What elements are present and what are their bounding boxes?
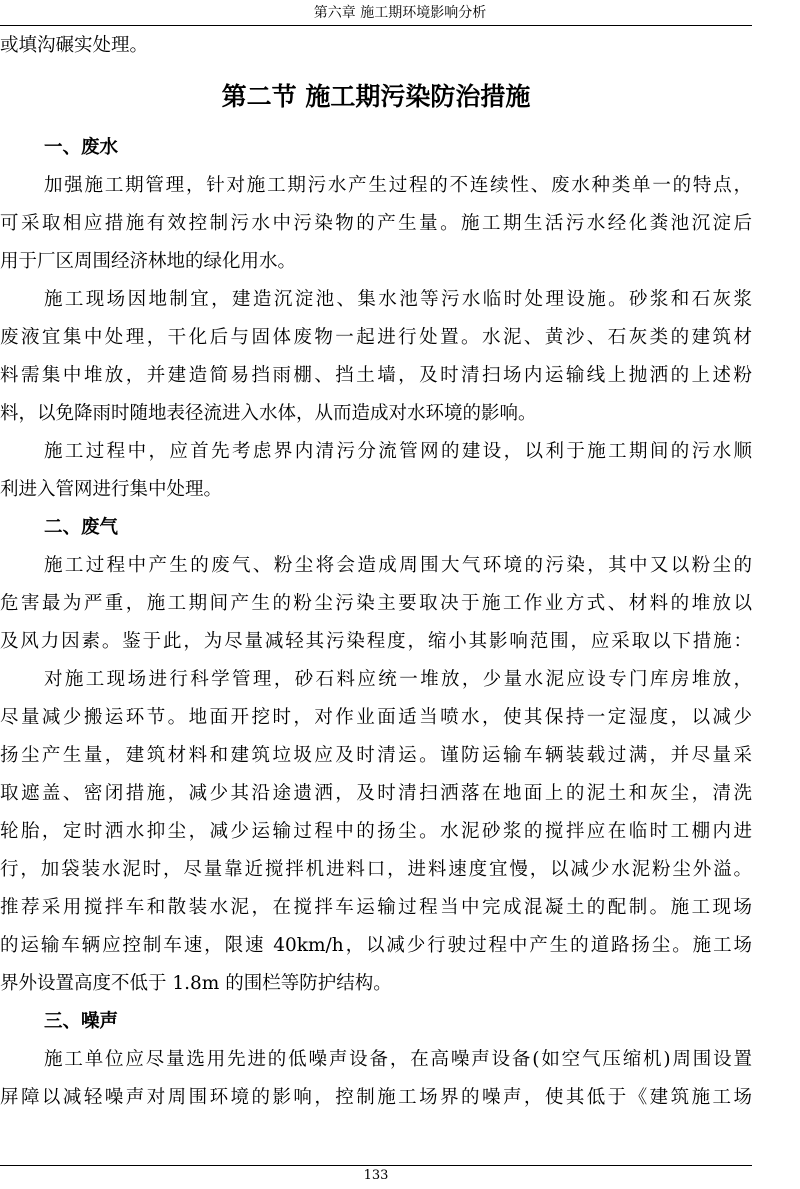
running-header: 第六章 施工期环境影响分析 bbox=[313, 5, 487, 21]
paragraph-exhaust-2 bbox=[0, 661, 752, 1003]
heading-wastewater: 一、废水 bbox=[44, 137, 119, 158]
paragraph-wastewater-3 bbox=[0, 433, 752, 509]
text-line: 施工过程中，应首先考虑界内清污分流管网的建设，以利于施工期间的污水顺 bbox=[44, 441, 752, 462]
text-line: 扬尘产生量，建筑材料和建筑垃圾应及时清运。谨防运输车辆装载过满，并尽量采 bbox=[0, 745, 752, 766]
page-number: 133 bbox=[363, 1168, 389, 1183]
header-rule bbox=[0, 25, 752, 26]
paragraph-wastewater-1 bbox=[0, 167, 752, 281]
text-line: 的运输车辆应控制车速，限速 40km/h，以减少行驶过程中产生的道路扬尘。施工场 bbox=[0, 935, 752, 956]
text-line: 用于厂区周围经济林地的绿化用水。 bbox=[0, 251, 297, 272]
text-line: 加强施工期管理，针对施工期污水产生过程的不连续性、废水种类单一的特点， bbox=[44, 175, 752, 196]
text-line: 可采取相应措施有效控制污水中污染物的产生量。施工期生活污水经化粪池沉淀后 bbox=[0, 213, 752, 234]
text-line: 施工过程中产生的废气、粉尘将会造成周围大气环境的污染，其中又以粉尘的 bbox=[44, 555, 752, 576]
paragraph-wastewater-2 bbox=[0, 281, 752, 433]
text-line: 界外设置高度不低于 1.8m 的围栏等防护结构。 bbox=[0, 973, 392, 994]
text-line: 对施工现场进行科学管理，砂石料应统一堆放，少量水泥应设专门库房堆放， bbox=[44, 669, 752, 690]
text-line: 屏障以减轻噪声对周围环境的影响，控制施工场界的噪声，使其低于《建筑施工场 bbox=[0, 1087, 752, 1108]
text-line: 取遮盖、密闭措施，减少其沿途遗洒，及时清扫洒落在地面上的泥土和灰尘，清洗 bbox=[0, 783, 752, 804]
text-line: 危害最为严重，施工期间产生的粉尘污染主要取决于施工作业方式、材料的堆放以 bbox=[0, 593, 752, 614]
text-line: 料需集中堆放，并建造简易挡雨棚、挡土墙，及时清扫场内运输线上抛洒的上述粉 bbox=[0, 365, 752, 386]
heading-noise: 三、噪声 bbox=[44, 1011, 119, 1032]
text-line: 利进入管网进行集中处理。 bbox=[0, 479, 223, 500]
text-line: 料，以免降雨时随地表径流进入水体，从而造成对水环境的影响。 bbox=[0, 403, 537, 424]
text-line: 施工现场因地制宜，建造沉淀池、集水池等污水临时处理设施。砂浆和石灰浆 bbox=[44, 289, 752, 310]
text-line: 尽量减少搬运环节。地面开挖时，对作业面适当喷水，使其保持一定湿度，以减少 bbox=[0, 707, 752, 728]
text-line: 推荐采用搅拌车和散装水泥，在搅拌车运输过程当中完成混凝土的配制。施工现场 bbox=[0, 897, 752, 918]
text-line: 施工单位应尽量选用先进的低噪声设备，在高噪声设备(如空气压缩机)周围设置 bbox=[44, 1049, 752, 1070]
heading-exhaust: 二、废气 bbox=[44, 517, 119, 538]
text-line: 轮胎，定时洒水抑尘，减少运输过程中的扬尘。水泥砂浆的搅拌应在临时工棚内进 bbox=[0, 821, 752, 842]
page-body bbox=[0, 27, 752, 1117]
section-title: 第二节 施工期污染防治措施 bbox=[221, 82, 531, 111]
text-line: 及风力因素。鉴于此，为尽量减轻其污染程度，缩小其影响范围，应采取以下措施： bbox=[0, 631, 752, 652]
continuation-line: 或填沟碾实处理。 bbox=[0, 35, 149, 56]
text-line: 行，加袋装水泥时，尽量靠近搅拌机进料口，进料速度宜慢，以减少水泥粉尘外溢。 bbox=[0, 859, 752, 880]
text-line: 废液宜集中处理，干化后与固体废物一起进行处置。水泥、黄沙、石灰类的建筑材 bbox=[0, 327, 752, 348]
paragraph-noise-1 bbox=[0, 1041, 752, 1117]
paragraph-exhaust-1 bbox=[0, 547, 752, 661]
footer-rule bbox=[0, 1165, 752, 1166]
